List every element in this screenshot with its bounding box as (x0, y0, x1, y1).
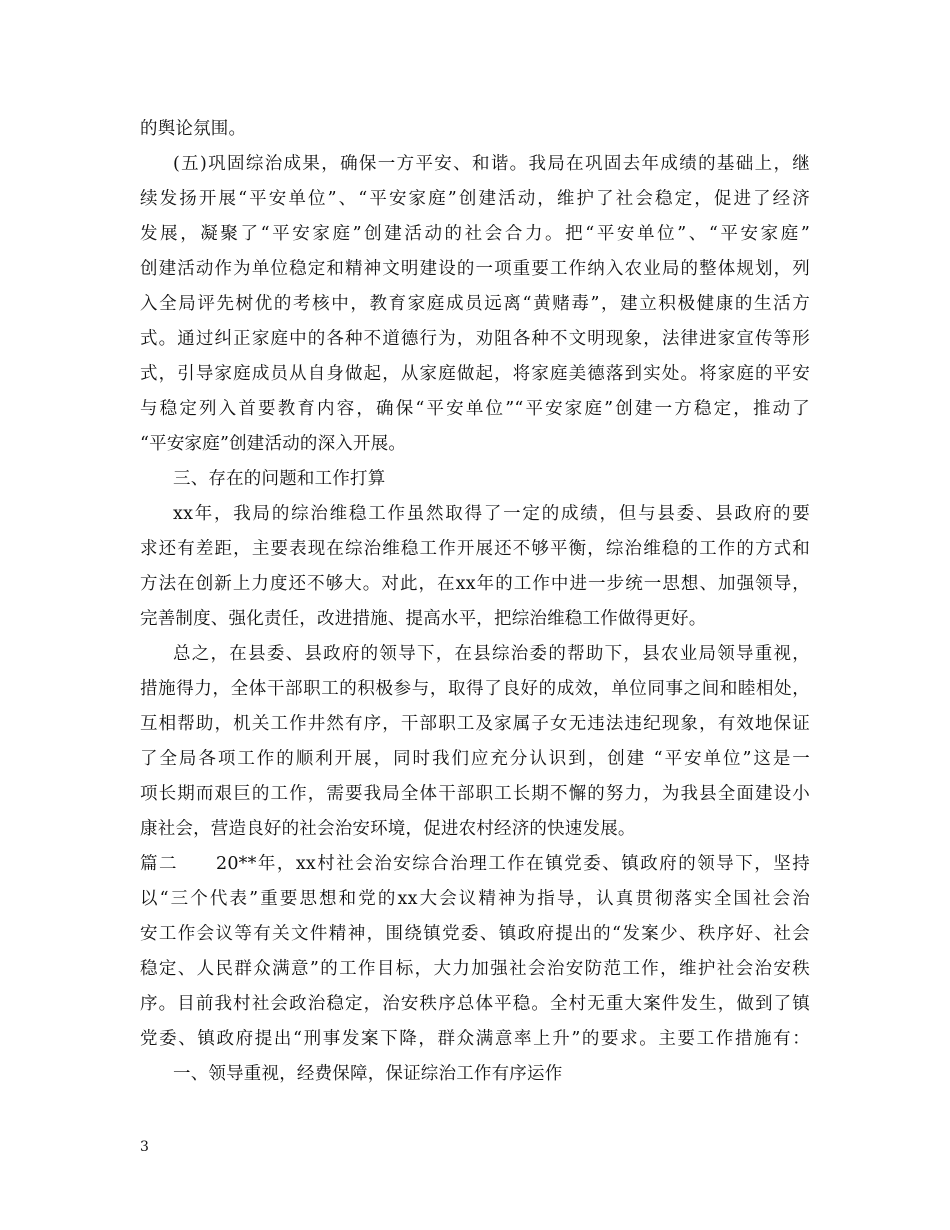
text-line: 发展，凝聚了“平安家庭”创建活动的社会合力。把“平安单位”、“平安家庭” (140, 224, 810, 244)
text-line: 互相帮助，机关工作井然有序，干部职工及家属子女无违法违纪现象，有效地保证 (140, 714, 810, 734)
text-line: “平安家庭”创建活动的深入开展。 (140, 434, 407, 454)
text-line: (五)巩固综治成果，确保一方平安、和谐。我局在巩固去年成绩的基础上，继 (173, 154, 810, 174)
text-line: 康社会，营造良好的社会治安环境，促进农村经济的快速发展。 (140, 819, 636, 839)
text-line: 式，引导家庭成员从自身做起，从家庭做起，将家庭美德落到实处。将家庭的平安 (140, 364, 810, 384)
section-heading: 一、领导重视，经费保障，保证综治工作有序运作 (173, 1064, 563, 1084)
text-line: 总之，在县委、县政府的领导下，在县综治委的帮助下，县农业局领导重视， (173, 644, 810, 664)
text-line: 了全局各项工作的顺利开展，同时我们应充分认识到，创建 “平安单位”这是一 (140, 749, 810, 769)
text-line: 与稳定列入首要教育内容，确保“平安单位”“平安家庭”创建一方稳定，推动了 (140, 399, 810, 419)
text-line: 式。通过纠正家庭中的各种不道德行为，劝阻各种不文明现象，法律进家宣传等形 (140, 329, 810, 349)
text-line: 措施得力，全体干部职工的积极参与，取得了良好的成效，单位同事之间和睦相处， (140, 679, 810, 699)
text-line: 入全局评先树优的考核中，教育家庭成员远离“黄赌毒”，建立积极健康的生活方 (140, 294, 810, 314)
text-line: 完善制度、强化责任，改进措施、提高水平，把综治维稳工作做得更好。 (140, 609, 707, 629)
text-line: 稳定、人民群众满意”的工作目标，大力加强社会治安防范工作，维护社会治安秩 (140, 959, 810, 979)
text-line: 项长期而艰巨的工作，需要我局全体干部职工长期不懈的努力，为我县全面建设小 (140, 784, 810, 804)
text-line: 以“三个代表”重要思想和党的xx大会议精神为指导，认真贯彻落实全国社会治 (140, 889, 810, 909)
text-line: 续发扬开展“平安单位”、“平安家庭”创建活动，维护了社会稳定，促进了经济 (140, 189, 810, 209)
text-line: 序。目前我村社会政治稳定，治安秩序总体平稳。全村无重大案件发生，做到了镇 (140, 994, 810, 1014)
text-line: 创建活动作为单位稳定和精神文明建设的一项重要工作纳入农业局的整体规划，列 (140, 259, 810, 279)
text-line: 党委、镇政府提出“刑事发案下降，群众满意率上升”的要求。主要工作措施有： (140, 1029, 810, 1049)
text-line: 安工作会议等有关文件精神，围绕镇党委、镇政府提出的“发案少、秩序好、社会 (140, 924, 810, 944)
text-line: 的舆论氛围。 (140, 119, 247, 139)
page-number: 3 (140, 1139, 149, 1155)
text-line: 方法在创新上力度还不够大。对此，在xx年的工作中进一步统一思想、加强领导， (140, 574, 810, 594)
text-line: 篇二 20**年，xx村社会治安综合治理工作在镇党委、镇政府的领导下，坚持 (140, 854, 810, 874)
text-line: xx年，我局的综治维稳工作虽然取得了一定的成绩，但与县委、县政府的要 (173, 504, 810, 524)
text-line: 求还有差距，主要表现在综治维稳工作开展还不够平衡，综治维稳的工作的方式和 (140, 539, 810, 559)
section-heading: 三、存在的问题和工作打算 (173, 469, 386, 489)
